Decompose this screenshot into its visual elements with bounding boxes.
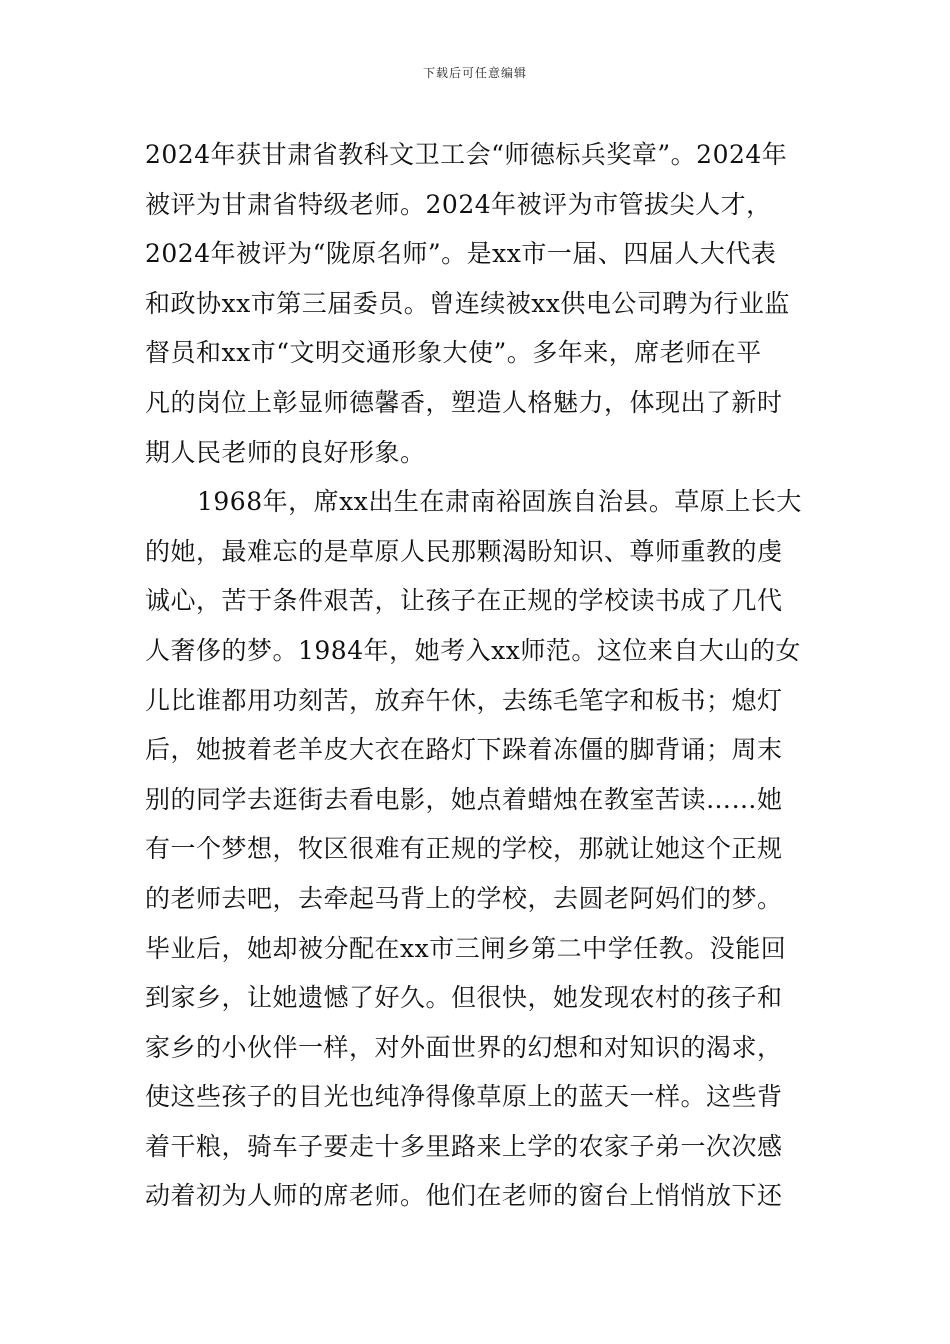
text-line: 的老师去吧，去牵起马背上的学校，去圆老阿妈们的梦。 <box>145 883 783 913</box>
text-line: 诚心，苦于条件艰苦，让孩子在正规的学校读书成了几代 <box>145 586 783 616</box>
text-line: 期人民老师的良好形象。 <box>145 437 426 467</box>
text-line: 到家乡，让她遗憾了好久。但很快，她发现农村的孩子和 <box>145 983 783 1013</box>
text-line: 后，她披着老羊皮大衣在路灯下跺着冻僵的脚背诵；周末 <box>145 735 783 765</box>
text-line: 2024年被评为“陇原名师”。是xx市一届、四届人大代表 <box>145 239 777 269</box>
text-line: 着干粮，骑车子要走十多里路来上学的农家子弟一次次感 <box>145 1131 783 1161</box>
text-line: 使这些孩子的目光也纯净得像草原上的蓝天一样。这些背 <box>145 1082 783 1112</box>
text-line: 毕业后，她却被分配在xx市三闸乡第二中学任教。没能回 <box>145 933 787 963</box>
text-line: 动着初为人师的席老师。他们在老师的窗台上悄悄放下还 <box>145 1181 783 1211</box>
page-header-note: 下载后可任意编辑 <box>422 66 527 80</box>
text-line: 的她，最难忘的是草原人民那颗渴盼知识、尊师重教的虔 <box>145 536 783 566</box>
text-line: 被评为甘肃省特级老师。2024年被评为市管拔尖人才， <box>145 189 772 219</box>
text-line: 有一个梦想，牧区很难有正规的学校，那就让她这个正规 <box>145 834 783 864</box>
text-line: 儿比谁都用功刻苦，放弃午休，去练毛笔字和板书；熄灯 <box>145 685 783 715</box>
text-line: 人奢侈的梦。1984年，她考入xx师范。这位来自大山的女 <box>145 635 801 665</box>
text-line: 2024年获甘肃省教科文卫工会“师德标兵奖章”。2024年 <box>145 140 788 169</box>
text-line: 凡的岗位上彰显师德馨香，塑造人格魅力，体现出了新时 <box>145 387 783 417</box>
document-body <box>145 130 815 1221</box>
paragraph-first-line: 1968年，席xx出生在肃南裕固族自治县。草原上长大 <box>197 487 802 517</box>
text-line: 家乡的小伙伴一样，对外面世界的幻想和对知识的渴求， <box>145 1032 783 1062</box>
text-line: 别的同学去逛街去看电影，她点着蜡烛在教室苦读……她 <box>145 784 783 814</box>
text-line: 督员和xx市“文明交通形象大使”。多年来，席老师在平 <box>145 338 762 368</box>
text-line: 和政协xx市第三届委员。曾连续被xx供电公司聘为行业监 <box>145 288 790 318</box>
